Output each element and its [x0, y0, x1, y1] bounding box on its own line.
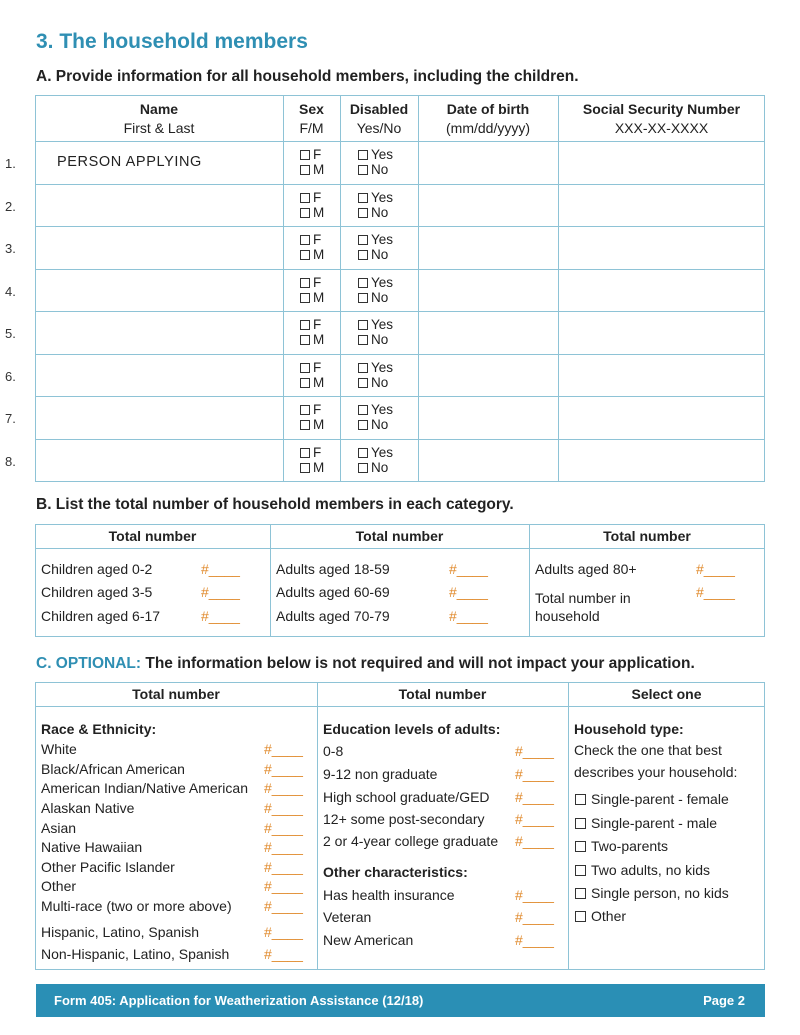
sex-option-m[interactable]: M: [300, 375, 324, 390]
name-field[interactable]: [70, 143, 280, 181]
dob-field[interactable]: [420, 186, 556, 224]
race-label: Black/African American: [41, 761, 185, 777]
race-count-field[interactable]: #____: [264, 946, 303, 962]
row-number: 8.: [5, 454, 16, 469]
race-label: Asian: [41, 820, 77, 836]
race-label: Non-Hispanic, Latino, Spanish: [41, 946, 230, 962]
checkbox-icon[interactable]: [575, 865, 586, 876]
form-title: Form 405: Application for Weatherization Assistance (12/18): [54, 993, 424, 1008]
counts-header-2: Total number: [355, 528, 444, 544]
dob-field[interactable]: [420, 228, 556, 266]
race-label: Other: [41, 878, 77, 894]
name-field[interactable]: [70, 186, 280, 224]
household-option[interactable]: Two adults, no kids: [575, 862, 710, 878]
checkbox-icon[interactable]: [358, 335, 368, 345]
dob-field[interactable]: [420, 398, 556, 436]
count-label: Children aged 0-2: [41, 561, 153, 577]
row-number: 5.: [5, 326, 16, 341]
race-label: Native Hawaiian: [41, 839, 143, 855]
race-title: Race & Ethnicity:: [41, 721, 157, 737]
checkbox-icon[interactable]: [300, 335, 310, 345]
checkbox-icon[interactable]: [575, 841, 586, 852]
checkbox-icon[interactable]: [300, 278, 310, 288]
other-label: Veteran: [323, 909, 372, 925]
name-field[interactable]: [70, 271, 280, 309]
sex-option-m[interactable]: M: [300, 247, 324, 262]
disabled-option-no[interactable]: No: [358, 460, 388, 475]
checkbox-icon[interactable]: [300, 208, 310, 218]
disabled-option-no[interactable]: No: [358, 375, 388, 390]
race-count-field[interactable]: #____: [264, 741, 303, 757]
count-label: household: [535, 608, 600, 624]
part-c-heading: C. OPTIONAL: The information below is not required and will not impact your application.: [36, 655, 695, 672]
disabled-option-no[interactable]: No: [358, 417, 388, 432]
sex-option-m[interactable]: M: [300, 332, 324, 347]
count-field[interactable]: #____: [449, 608, 488, 624]
education-label: 2 or 4-year college graduate: [323, 833, 499, 849]
row-number: 2.: [5, 199, 16, 214]
sex-option-m[interactable]: M: [300, 417, 324, 432]
other-count-field[interactable]: #____: [515, 887, 554, 903]
dob-field[interactable]: [420, 441, 556, 479]
name-field[interactable]: [70, 441, 280, 479]
header-name: Name First & Last: [123, 101, 195, 136]
other-label: Has health insurance: [323, 887, 455, 903]
count-label: Adults aged 70-79: [276, 608, 390, 624]
household-option[interactable]: Single person, no kids: [575, 885, 729, 901]
race-count-field[interactable]: #____: [264, 780, 303, 796]
header-ssn: Social Security Number XXX-XX-XXXX: [582, 101, 741, 136]
checkbox-icon[interactable]: [358, 363, 368, 373]
count-field[interactable]: #____: [449, 584, 488, 600]
checkbox-icon[interactable]: [358, 320, 368, 330]
name-field[interactable]: [70, 398, 280, 436]
checkbox-icon[interactable]: [358, 208, 368, 218]
page-footer: [36, 984, 765, 1017]
count-label: Children aged 6-17: [41, 608, 161, 624]
row-number: 6.: [5, 369, 16, 384]
checkbox-icon[interactable]: [358, 293, 368, 303]
education-count-field[interactable]: #____: [515, 766, 554, 782]
count-field[interactable]: #____: [696, 584, 735, 600]
checkbox-icon[interactable]: [300, 320, 310, 330]
checkbox-icon[interactable]: [575, 911, 586, 922]
disabled-option-no[interactable]: No: [358, 205, 388, 220]
disabled-option-no[interactable]: No: [358, 162, 388, 177]
race-count-field[interactable]: #____: [264, 878, 303, 894]
page-number: Page 2: [703, 993, 745, 1008]
checkbox-icon[interactable]: [300, 363, 310, 373]
household-desc: describes your household:: [574, 764, 738, 780]
checkbox-icon[interactable]: [575, 888, 586, 899]
disabled-option-yes[interactable]: Yes: [358, 190, 393, 205]
count-field[interactable]: #____: [201, 584, 240, 600]
ssn-field[interactable]: [560, 143, 763, 181]
race-label: Multi-race (two or more above): [41, 898, 232, 914]
dob-field[interactable]: [420, 143, 556, 181]
race-count-field[interactable]: #____: [264, 839, 303, 855]
row-number: 3.: [5, 241, 16, 256]
sex-option-m[interactable]: M: [300, 205, 324, 220]
sex-option-f[interactable]: F: [300, 190, 321, 205]
ssn-field[interactable]: [560, 356, 763, 394]
checkbox-icon[interactable]: [300, 420, 310, 430]
education-label: High school graduate/GED: [323, 789, 490, 805]
sex-option-m[interactable]: M: [300, 290, 324, 305]
ssn-field[interactable]: [560, 186, 763, 224]
race-label: White: [41, 741, 77, 757]
education-label: 12+ some post-secondary: [323, 811, 485, 827]
count-field[interactable]: #____: [696, 561, 735, 577]
race-label: Other Pacific Islander: [41, 859, 175, 875]
ssn-field[interactable]: [560, 398, 763, 436]
disabled-option-no[interactable]: No: [358, 332, 388, 347]
household-option[interactable]: Other: [575, 908, 626, 924]
education-label: 9-12 non graduate: [323, 766, 438, 782]
checkbox-icon[interactable]: [358, 405, 368, 415]
race-label: American Indian/Native American: [41, 780, 248, 796]
checkbox-icon[interactable]: [575, 794, 586, 805]
disabled-option-yes[interactable]: Yes: [358, 317, 393, 332]
header-sex: Sex F/M: [299, 101, 324, 136]
disabled-option-yes[interactable]: Yes: [358, 445, 393, 460]
count-label: Adults aged 60-69: [276, 584, 390, 600]
household-desc: Check the one that best: [574, 742, 722, 758]
household-option[interactable]: Single-parent - female: [575, 791, 729, 807]
name-field[interactable]: [70, 356, 280, 394]
checkbox-icon[interactable]: [300, 235, 310, 245]
ssn-field[interactable]: [560, 228, 763, 266]
disabled-option-yes[interactable]: Yes: [358, 402, 393, 417]
checkbox-icon[interactable]: [358, 420, 368, 430]
education-count-field[interactable]: #____: [515, 811, 554, 827]
part-a-heading: A. Provide information for all household members, including the children.: [36, 68, 579, 85]
checkbox-icon[interactable]: [358, 250, 368, 260]
disabled-option-no[interactable]: No: [358, 290, 388, 305]
other-count-field[interactable]: #____: [515, 932, 554, 948]
education-count-field[interactable]: #____: [515, 743, 554, 759]
checkbox-icon[interactable]: [358, 463, 368, 473]
count-label: Children aged 3-5: [41, 584, 153, 600]
checkbox-icon[interactable]: [300, 378, 310, 388]
header-disabled: Disabled Yes/No: [349, 101, 409, 136]
sex-option-f[interactable]: F: [300, 445, 321, 460]
dob-field[interactable]: [420, 356, 556, 394]
dob-field[interactable]: [420, 313, 556, 351]
name-field[interactable]: [70, 313, 280, 351]
row-number: 1.: [5, 156, 16, 171]
disabled-option-yes[interactable]: Yes: [358, 360, 393, 375]
ssn-field[interactable]: [560, 441, 763, 479]
dob-field[interactable]: [420, 271, 556, 309]
optional-header-2: Total number: [398, 686, 487, 702]
checkbox-icon[interactable]: [300, 293, 310, 303]
education-count-field[interactable]: #____: [515, 789, 554, 805]
education-label: 0-8: [323, 743, 344, 759]
row-number: 7.: [5, 411, 16, 426]
checkbox-icon[interactable]: [300, 405, 310, 415]
checkbox-icon[interactable]: [300, 193, 310, 203]
name-field[interactable]: [70, 228, 280, 266]
ssn-field[interactable]: [560, 313, 763, 351]
household-title: Household type:: [574, 721, 684, 737]
race-label: Hispanic, Latino, Spanish: [41, 924, 199, 940]
other-count-field[interactable]: #____: [515, 909, 554, 925]
count-field[interactable]: #____: [449, 561, 488, 577]
sex-option-m[interactable]: M: [300, 460, 324, 475]
checkbox-icon[interactable]: [358, 165, 368, 175]
count-label: Total number in: [535, 590, 631, 606]
count-field[interactable]: #____: [201, 561, 240, 577]
checkbox-icon[interactable]: [300, 448, 310, 458]
sex-option-f[interactable]: F: [300, 317, 321, 332]
checkbox-icon[interactable]: [300, 250, 310, 260]
optional-header-3: Select one: [631, 686, 702, 702]
checkbox-icon[interactable]: [358, 378, 368, 388]
race-count-field[interactable]: #____: [264, 761, 303, 777]
disabled-option-yes[interactable]: Yes: [358, 275, 393, 290]
checkbox-icon[interactable]: [358, 235, 368, 245]
sex-option-f[interactable]: F: [300, 275, 321, 290]
part-b-heading: B. List the total number of household members in each category.: [36, 496, 514, 513]
disabled-option-yes[interactable]: Yes: [358, 147, 393, 162]
race-label: Alaskan Native: [41, 800, 135, 816]
sex-option-f[interactable]: F: [300, 402, 321, 417]
race-count-field[interactable]: #____: [264, 800, 303, 816]
counts-header-3: Total number: [603, 528, 691, 544]
ssn-field[interactable]: [560, 271, 763, 309]
section-title: 3. The household members: [36, 30, 308, 53]
sex-option-f[interactable]: F: [300, 360, 321, 375]
checkbox-icon[interactable]: [358, 278, 368, 288]
checkbox-icon[interactable]: [300, 150, 310, 160]
sex-option-f[interactable]: F: [300, 147, 321, 162]
other-title: Other characteristics:: [323, 864, 468, 880]
row-number: 4.: [5, 284, 16, 299]
checkbox-icon[interactable]: [300, 165, 310, 175]
race-count-field[interactable]: #____: [264, 859, 303, 875]
household-option[interactable]: Two-parents: [575, 838, 668, 854]
race-count-field[interactable]: #____: [264, 898, 303, 914]
disabled-option-no[interactable]: No: [358, 247, 388, 262]
education-title: Education levels of adults:: [323, 721, 501, 737]
race-count-field[interactable]: #____: [264, 924, 303, 940]
checkbox-icon[interactable]: [358, 150, 368, 160]
household-option[interactable]: Single-parent - male: [575, 815, 717, 831]
counts-header-1: Total number: [108, 528, 197, 544]
optional-header-1: Total number: [132, 686, 220, 702]
other-label: New American: [323, 932, 414, 948]
count-label: Adults aged 18-59: [276, 561, 390, 577]
disabled-option-yes[interactable]: Yes: [358, 232, 393, 247]
count-field[interactable]: #____: [201, 608, 240, 624]
checkbox-icon[interactable]: [358, 448, 368, 458]
sex-option-f[interactable]: F: [300, 232, 321, 247]
sex-option-m[interactable]: M: [300, 162, 324, 177]
race-count-field[interactable]: #____: [264, 820, 303, 836]
checkbox-icon[interactable]: [358, 193, 368, 203]
header-dob: Date of birth (mm/dd/yyyy): [446, 101, 530, 136]
checkbox-icon[interactable]: [575, 818, 586, 829]
count-label: Adults aged 80+: [535, 561, 637, 577]
row-name: PERSON APPLYING: [57, 154, 202, 170]
education-count-field[interactable]: #____: [515, 833, 554, 849]
checkbox-icon[interactable]: [300, 463, 310, 473]
